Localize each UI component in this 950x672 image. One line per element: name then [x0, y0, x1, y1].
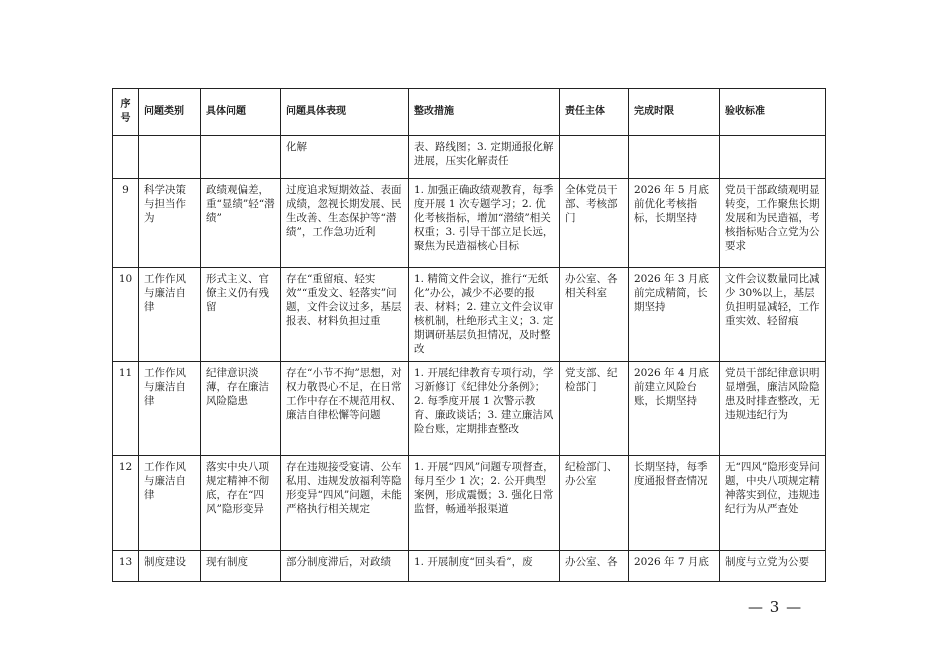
- table-cell: 形式主义、官僚主义仍有残留: [201, 268, 281, 362]
- table-cell: [139, 136, 201, 179]
- table-row: [113, 268, 826, 362]
- table-cell: 党员干部政绩观明显转变，工作聚焦长期发展和为民造福，考核指标贴合立党为公要求: [720, 179, 826, 268]
- table-cell: 过度追求短期效益、表面成绩，忽视长期发展、民生改善、生态保护等“潜绩”，工作急功近利: [281, 179, 409, 268]
- table-cell: 文件会议数量同比减少 30%以上，基层负担明显减轻，工作重实效、轻留痕: [720, 268, 826, 362]
- table-cell: [113, 136, 139, 179]
- header-cell-deadline: 完成时限: [629, 89, 720, 136]
- table-cell: 11: [113, 362, 139, 456]
- table-cell: 长期坚持，每季度通报督查情况: [629, 456, 720, 551]
- table-cell: 科学决策与担当作为: [139, 179, 201, 268]
- table-row: [113, 179, 826, 268]
- table-cell: 1. 开展纪律教育专项行动，学习新修订《纪律处分条例》；2. 每季度开展 1 次警示教育、廉政谈话；3. 建立廉洁风险台账，定期排查整改: [409, 362, 560, 456]
- table-cell: 1. 开展“四风”问题专项督查，每月至少 1 次；2. 公开典型案例，形成震慑；3. 强化日常监督，畅通举报渠道: [409, 456, 560, 551]
- header-cell-category: 问题类别: [139, 89, 201, 136]
- table-cell: 存在“小节不拘”思想，对权力敬畏心不足，在日常工作中存在不规范用权、廉洁自律松懈等问题: [281, 362, 409, 456]
- table-cell: 工作作风与廉洁自律: [139, 456, 201, 551]
- table-cell: 全体党员干部、考核部门: [560, 179, 629, 268]
- table-cell: [720, 136, 826, 179]
- table-cell: 部分制度滞后，对政绩: [281, 551, 409, 582]
- table-cell: 纪检部门、办公室: [560, 456, 629, 551]
- table-cell: 表、路线图；3. 定期通报化解进展，压实化解责任: [409, 136, 560, 179]
- table-cell: 存在“重留痕、轻实效”“重发文、轻落实”问题，文件会议过多，基层报表、材料负担过重: [281, 268, 409, 362]
- table-row: [113, 362, 826, 456]
- header-cell-acceptance: 验收标准: [720, 89, 826, 136]
- header-cell-index: 序号: [113, 89, 139, 136]
- table-cell: 2026 年 5 月底前优化考核指标，长期坚持: [629, 179, 720, 268]
- table-cell: 办公室、各: [560, 551, 629, 582]
- table-cell: 2026 年 3 月底前完成精简，长期坚持: [629, 268, 720, 362]
- table-cell: 党员干部纪律意识明显增强，廉洁风险隐患及时排查整改，无违规违纪行为: [720, 362, 826, 456]
- table-header-row: [113, 89, 826, 136]
- header-cell-manifestation: 问题具体表现: [281, 89, 409, 136]
- header-cell-measures: 整改措施: [409, 89, 560, 136]
- rectification-table: [112, 88, 826, 582]
- table-cell: 制度与立党为公要: [720, 551, 826, 582]
- table-cell: [629, 136, 720, 179]
- header-cell-responsible: 责任主体: [560, 89, 629, 136]
- table-cell: 12: [113, 456, 139, 551]
- table-cell: 落实中央八项规定精神不彻底，存在“四风”隐形变异: [201, 456, 281, 551]
- table-cell: 办公室、各相关科室: [560, 268, 629, 362]
- table-cell: 1. 开展制度“回头看”，废: [409, 551, 560, 582]
- table-cell: 工作作风与廉洁自律: [139, 268, 201, 362]
- table-row: [113, 456, 826, 551]
- table-cell: 政绩观偏差，重“显绩”轻“潜绩”: [201, 179, 281, 268]
- table-cell: [201, 136, 281, 179]
- table-cell: 存在违规接受宴请、公车私用、违规发放福利等隐形变异“四风”问题，未能严格执行相关规定: [281, 456, 409, 551]
- table-cell: 制度建设: [139, 551, 201, 582]
- table-cell: 2026 年 7 月底: [629, 551, 720, 582]
- table-cell: 2026 年 4 月底前建立风险台账，长期坚持: [629, 362, 720, 456]
- table-cell: 1. 加强正确政绩观教育，每季度开展 1 次专题学习；2. 优化考核指标，增加“潜绩”相关权重；3. 引导干部立足长远，聚焦为民造福核心目标: [409, 179, 560, 268]
- header-cell-problem: 具体问题: [201, 89, 281, 136]
- table-row: [113, 136, 826, 179]
- table-cell: 纪律意识淡薄，存在廉洁风险隐患: [201, 362, 281, 456]
- table-cell: 9: [113, 179, 139, 268]
- table-row: [113, 551, 826, 582]
- table-cell: 化解: [281, 136, 409, 179]
- table-cell: 10: [113, 268, 139, 362]
- table-cell: 无“四风”隐形变异问题，中央八项规定精神落实到位，违规违纪行为从严查处: [720, 456, 826, 551]
- table-cell: 现有制度: [201, 551, 281, 582]
- table-cell: [560, 136, 629, 179]
- table-cell: 党支部、纪检部门: [560, 362, 629, 456]
- table-cell: 工作作风与廉洁自律: [139, 362, 201, 456]
- table-cell: 13: [113, 551, 139, 582]
- table-cell: 1. 精简文件会议，推行“无纸化”办公，减少不必要的报表、材料；2. 建立文件会议审核机制，杜绝形式主义；3. 定期调研基层负担情况，及时整改: [409, 268, 560, 362]
- page-number: — 3 —: [748, 598, 803, 616]
